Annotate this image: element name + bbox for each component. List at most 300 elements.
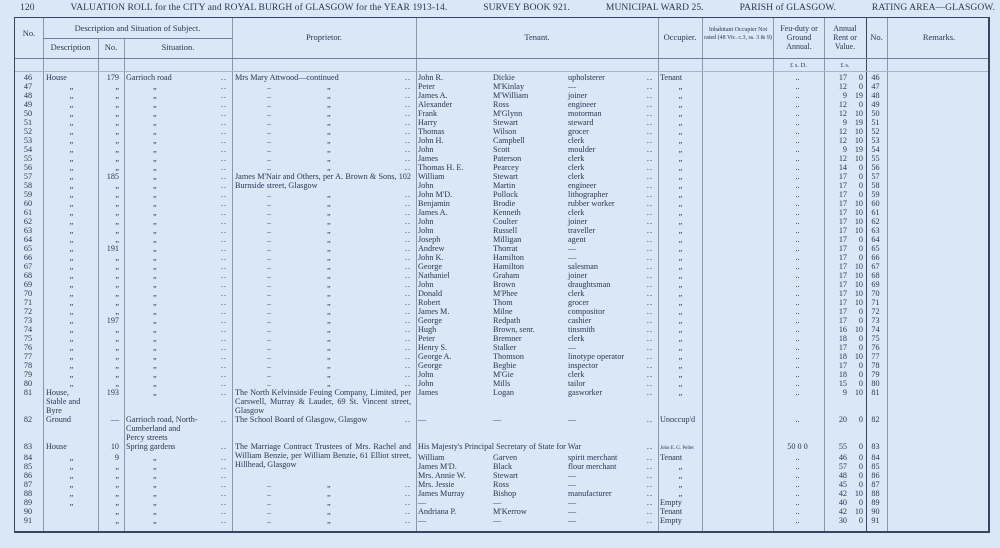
- rent-pounds: 17: [838, 316, 847, 325]
- rent-pounds: 42: [838, 489, 847, 498]
- tenant-first-name: Nathaniel: [418, 271, 450, 280]
- annual-rent: [823, 471, 865, 480]
- dot-leader: ..: [404, 298, 411, 307]
- situation: [123, 462, 231, 471]
- entry-number-right: 68: [871, 271, 880, 280]
- annual-rent: [823, 289, 865, 298]
- col-description-header: Description: [50, 42, 91, 52]
- table-row: [14, 235, 990, 244]
- remarks: [886, 226, 990, 235]
- entry-number: 46: [23, 73, 33, 82]
- proprietor-ditto: „: [327, 298, 331, 307]
- situation: [123, 471, 231, 480]
- entry-number: 49: [23, 100, 33, 109]
- proprietor-ditto: „: [327, 271, 331, 280]
- description: „: [69, 307, 74, 316]
- feu-duty: ..: [795, 235, 800, 244]
- dot-leader: ..: [404, 352, 411, 361]
- proprietor: [231, 73, 415, 82]
- remarks: [886, 480, 990, 489]
- table-row: [14, 127, 990, 136]
- situation: [123, 136, 231, 145]
- feu-duty: ..: [795, 82, 800, 91]
- occupier-text: „: [678, 280, 683, 289]
- description: „: [69, 280, 74, 289]
- entry-number: 80: [23, 379, 33, 388]
- inhabitant-occupier: [701, 91, 772, 100]
- dot-leader: ..: [646, 453, 653, 462]
- inhabitant-occupier: [701, 462, 772, 471]
- page-header: [20, 3, 995, 13]
- situation-text: „: [153, 352, 157, 361]
- occupier-text: „: [678, 217, 683, 226]
- rent-pounds: 17: [838, 253, 847, 262]
- entry-number: 91: [23, 516, 33, 525]
- dot-leader: ..: [220, 507, 227, 516]
- rent-pounds: 14: [838, 163, 847, 172]
- house-number: „: [115, 208, 119, 217]
- occupier: [657, 307, 701, 316]
- remarks: [886, 136, 990, 145]
- inhabitant-occupier: [701, 145, 772, 154]
- inhabitant-occupier: [701, 226, 772, 235]
- dot-leader: ..: [404, 118, 411, 127]
- annual-rent: [823, 298, 865, 307]
- proprietor-text: James M'Nair and Others, per A. Brown & Sons, 102 Burnside street, Glasgow: [235, 172, 411, 190]
- description: „: [69, 217, 74, 226]
- entry-number-right: 87: [871, 480, 880, 489]
- tenant-occupation: spirit merchant: [568, 453, 618, 462]
- annual-rent: [823, 235, 865, 244]
- remarks: [886, 370, 990, 379]
- inhabitant-occupier: [701, 244, 772, 253]
- entry-number-right: 57: [871, 172, 880, 181]
- entry-number-right: 51: [871, 118, 880, 127]
- page-number: 120: [20, 3, 35, 13]
- description: „: [69, 462, 74, 471]
- house-number: „: [115, 145, 119, 154]
- description: „: [69, 226, 74, 235]
- rent-pounds: 57: [838, 462, 847, 471]
- tenant-surname: Wilson: [493, 127, 517, 136]
- rent-shillings: 10: [854, 325, 863, 334]
- entry-number: 66: [23, 253, 33, 262]
- tenant-surname: Garven: [493, 453, 518, 462]
- entry-number-right: 85: [871, 462, 880, 471]
- rent-pounds: 40: [838, 498, 847, 507]
- occupier: [657, 442, 701, 453]
- house-number: „: [115, 471, 119, 480]
- proprietor: [231, 271, 415, 280]
- tenant-occupation: —: [568, 507, 577, 516]
- tenant-occupation: agent: [568, 235, 586, 244]
- proprietor: [231, 208, 415, 217]
- dot-leader: ..: [646, 118, 653, 127]
- tenant-surname: Scott: [493, 145, 510, 154]
- house-number: „: [115, 343, 119, 352]
- proprietor-text: The North Kelvinside Feuing Company, Limited, per Carswell, Murray & Lauder, 69 St. Vincent street, Glasgow: [235, 388, 411, 415]
- feu-duty: ..: [795, 289, 800, 298]
- rent-shillings: 0: [858, 253, 863, 262]
- tenant: [415, 289, 657, 298]
- situation-text: „: [153, 343, 157, 352]
- rent-pounds: 17: [838, 217, 847, 226]
- remarks: [886, 516, 990, 525]
- dot-leader: ..: [220, 199, 227, 208]
- table-row: [14, 226, 990, 235]
- tenant-occupation: —: [568, 415, 577, 424]
- feu-duty: ..: [795, 471, 800, 480]
- tenant-occupation: clerk: [568, 334, 585, 343]
- proprietor: [231, 163, 415, 172]
- dot-leader: ..: [220, 480, 227, 489]
- proprietor-ditto: „: [327, 208, 331, 217]
- situation-text: „: [153, 154, 157, 163]
- occupier: [657, 271, 701, 280]
- occupier: [657, 334, 701, 343]
- entry-number-right: 49: [871, 100, 880, 109]
- tenant-occupation: flour merchant: [568, 462, 617, 471]
- occupier: [657, 262, 701, 271]
- dot-leader: ..: [267, 480, 272, 489]
- dot-leader: ..: [646, 379, 653, 388]
- feu-duty: ..: [795, 516, 800, 525]
- annual-rent: [823, 271, 865, 280]
- dot-leader: ..: [267, 352, 272, 361]
- annual-rent: [823, 316, 865, 325]
- rent-pounds: 9: [842, 145, 847, 154]
- occupier: [657, 73, 701, 82]
- dot-leader: ..: [220, 154, 227, 163]
- situation-text: „: [153, 145, 157, 154]
- annual-rent: [823, 507, 865, 516]
- occupier-text: „: [678, 388, 683, 397]
- table-row: [14, 91, 990, 100]
- entry-number-right: 76: [871, 343, 880, 352]
- situation: [123, 498, 231, 507]
- situation: [123, 190, 231, 199]
- occupier-text: „: [678, 82, 683, 91]
- rent-pounds: 17: [838, 172, 847, 181]
- tenant-occupation: —: [568, 82, 577, 91]
- annual-rent: [823, 163, 865, 172]
- feu-duty: ..: [795, 172, 800, 181]
- dot-leader: ..: [646, 181, 653, 190]
- occupier-text: „: [678, 118, 683, 127]
- situation: [123, 127, 231, 136]
- tenant-surname: Kenneth: [493, 208, 521, 217]
- dot-leader: ..: [404, 244, 411, 253]
- inhabitant-occupier: [701, 118, 772, 127]
- dot-leader: ..: [267, 226, 272, 235]
- tenant: [415, 226, 657, 235]
- remarks: [886, 253, 990, 262]
- tenant: [415, 109, 657, 118]
- tenant: [415, 370, 657, 379]
- description: „: [69, 325, 74, 334]
- feu-duty: ..: [795, 480, 800, 489]
- tenant-occupation: —: [568, 253, 577, 262]
- dot-leader: ..: [404, 100, 411, 109]
- rent-shillings: 0: [858, 462, 863, 471]
- rent-shillings: 0: [858, 181, 863, 190]
- tenant: [415, 163, 657, 172]
- dot-leader: ..: [220, 172, 227, 181]
- dot-leader: ..: [646, 298, 653, 307]
- entry-number-right: 67: [871, 262, 880, 271]
- tenant: [415, 127, 657, 136]
- house-number: „: [115, 253, 119, 262]
- description: [42, 516, 97, 525]
- proprietor-ditto: „: [327, 253, 331, 262]
- dot-leader: ..: [267, 325, 272, 334]
- situation: [123, 316, 231, 325]
- dot-leader: ..: [220, 289, 227, 298]
- tenant-first-name: John: [418, 226, 434, 235]
- tenant-occupation: joiner: [568, 271, 588, 280]
- rent-shillings: 10: [854, 298, 863, 307]
- dot-leader: ..: [267, 343, 272, 352]
- description: „: [69, 91, 74, 100]
- tenant-surname: M'William: [493, 91, 529, 100]
- description: „: [69, 82, 74, 91]
- inhabitant-occupier: [701, 352, 772, 361]
- situation-text: „: [153, 172, 157, 181]
- dot-leader: ..: [646, 226, 653, 235]
- dot-leader: ..: [267, 262, 272, 271]
- annual-rent: [823, 82, 865, 91]
- tenant-surname: Russell: [493, 226, 518, 235]
- situation: [123, 370, 231, 379]
- dot-leader: ..: [220, 352, 227, 361]
- rent-pounds: 17: [838, 271, 847, 280]
- col-tenant-header: Tenant.: [524, 32, 550, 42]
- rent-pounds: 42: [838, 507, 847, 516]
- tenant: [415, 154, 657, 163]
- occupier: [657, 361, 701, 370]
- entry-number: 73: [23, 316, 33, 325]
- table-body: [14, 73, 990, 525]
- entry-number-right: 58: [871, 181, 880, 190]
- tenant-surname: Stalker: [493, 343, 517, 352]
- feu-duty: ..: [795, 271, 800, 280]
- inhabitant-occupier: [701, 271, 772, 280]
- situation: [123, 262, 231, 271]
- remarks: [886, 271, 990, 280]
- situation-text: „: [153, 462, 157, 471]
- situation-text: „: [153, 109, 157, 118]
- col-situation-header: Situation.: [161, 42, 195, 52]
- rent-shillings: 0: [858, 73, 863, 82]
- rent-pounds: 18: [838, 370, 847, 379]
- dot-leader: ..: [404, 316, 411, 325]
- proprietor-ditto: „: [327, 118, 331, 127]
- entry-number-right: 77: [871, 352, 880, 361]
- occupier-text: „: [678, 199, 683, 208]
- annual-rent: [823, 361, 865, 370]
- entry-number: 82: [23, 415, 33, 424]
- proprietor: [231, 480, 415, 489]
- occupier: [657, 145, 701, 154]
- dot-leader: ..: [646, 480, 653, 489]
- tenant-surname: —: [493, 415, 502, 424]
- rent-pounds: 17: [838, 226, 847, 235]
- rent-shillings: 10: [854, 280, 863, 289]
- occupier-text: „: [678, 154, 683, 163]
- remarks: [886, 352, 990, 361]
- municipal-ward: MUNICIPAL WARD 25.: [605, 3, 704, 13]
- table-row: [14, 471, 990, 480]
- annual-rent: [823, 190, 865, 199]
- dot-leader: ..: [646, 352, 653, 361]
- proprietor-ditto: „: [327, 352, 331, 361]
- dot-leader: ..: [220, 442, 227, 451]
- dot-leader: ..: [404, 109, 411, 118]
- occupier-text: „: [678, 462, 683, 471]
- dot-leader: ..: [267, 280, 272, 289]
- situation: [123, 235, 231, 244]
- situation-text: „: [153, 489, 157, 498]
- house-number: „: [115, 226, 119, 235]
- situation: [123, 145, 231, 154]
- dot-leader: ..: [220, 163, 227, 172]
- situation-text: „: [153, 262, 157, 271]
- tenant-surname: Pollock: [493, 190, 519, 199]
- rent-pounds: 17: [838, 190, 847, 199]
- description: „: [69, 244, 74, 253]
- rent-pounds: 12: [838, 127, 847, 136]
- dot-leader: ..: [220, 307, 227, 316]
- dot-leader: ..: [646, 208, 653, 217]
- description: „: [69, 489, 74, 498]
- situation: [123, 118, 231, 127]
- description: „: [69, 253, 74, 262]
- tenant-first-name: —: [418, 415, 427, 424]
- situation: [123, 388, 231, 415]
- remarks: [886, 145, 990, 154]
- house-number: „: [115, 199, 119, 208]
- proprietor: [231, 262, 415, 271]
- entry-number-right: 71: [871, 298, 880, 307]
- rent-shillings: 0: [858, 163, 863, 172]
- feu-duty: ..: [795, 181, 800, 190]
- house-number: „: [115, 136, 119, 145]
- tenant-surname: Hamilton: [493, 262, 524, 271]
- entry-number: 72: [23, 307, 33, 316]
- feu-duty: ..: [795, 226, 800, 235]
- dot-leader: ..: [267, 217, 272, 226]
- rent-shillings: 10: [854, 217, 863, 226]
- tenant-surname: Campbell: [493, 136, 525, 145]
- rent-shillings: 0: [858, 471, 863, 480]
- dot-leader: ..: [220, 462, 227, 471]
- entry-number: 69: [23, 280, 33, 289]
- occupier-text: „: [678, 489, 683, 498]
- annual-rent: [823, 516, 865, 525]
- remarks: [886, 163, 990, 172]
- tenant: [415, 136, 657, 145]
- occupier-text: „: [678, 127, 683, 136]
- house-number: „: [115, 271, 119, 280]
- dot-leader: ..: [404, 190, 411, 199]
- dot-leader: ..: [267, 118, 272, 127]
- occupier-text: „: [678, 471, 683, 480]
- rent-shillings: 10: [854, 199, 863, 208]
- dot-leader: ..: [267, 91, 272, 100]
- entry-number-right: 72: [871, 307, 880, 316]
- dot-leader: ..: [267, 507, 272, 516]
- situation-text: „: [153, 100, 157, 109]
- tenant-first-name: James: [418, 154, 439, 163]
- feu-duty: ..: [795, 415, 800, 424]
- proprietor: [231, 154, 415, 163]
- description: „: [69, 190, 74, 199]
- inhabitant-occupier: [701, 154, 772, 163]
- tenant: [415, 100, 657, 109]
- table-row: [14, 334, 990, 343]
- col-no2-header: No.: [870, 32, 883, 42]
- occupier: [657, 289, 701, 298]
- annual-rent: [823, 453, 865, 462]
- tenant: [415, 253, 657, 262]
- house-number: „: [115, 118, 119, 127]
- description: „: [69, 208, 74, 217]
- occupier-text: „: [678, 334, 683, 343]
- house-number: „: [115, 507, 119, 516]
- dot-leader: ..: [404, 208, 411, 217]
- entry-number: 59: [23, 190, 33, 199]
- dot-leader: ..: [220, 379, 227, 388]
- dot-leader: ..: [220, 415, 227, 424]
- occupier: [657, 316, 701, 325]
- tenant-surname: Redpath: [493, 316, 521, 325]
- dot-leader: ..: [404, 280, 411, 289]
- tenant-occupation: motorman: [568, 109, 602, 118]
- rent-pounds: 9: [842, 388, 847, 397]
- tenant-occupation: manufacturer: [568, 489, 612, 498]
- occupier: [657, 118, 701, 127]
- tenant: [415, 316, 657, 325]
- dot-leader: ..: [267, 199, 272, 208]
- rent-pounds: 46: [838, 453, 847, 462]
- dot-leader: ..: [646, 442, 653, 451]
- feu-duty: ..: [795, 498, 800, 507]
- inhabitant-occupier: [701, 453, 772, 462]
- tenant-surname: Ross: [493, 480, 509, 489]
- col-proprietor-header: Proprietor.: [305, 32, 343, 42]
- entry-number: 57: [23, 172, 33, 181]
- rent-pounds: 12: [838, 136, 847, 145]
- description: „: [69, 199, 74, 208]
- tenant-occupation: clerk: [568, 136, 585, 145]
- tenant-occupation: —: [568, 480, 577, 489]
- description: House, Stable and Byre: [46, 388, 81, 415]
- occupier: [657, 325, 701, 334]
- dot-leader: ..: [646, 100, 653, 109]
- rent-pounds: 15: [838, 379, 847, 388]
- situation: [123, 199, 231, 208]
- dot-leader: ..: [646, 316, 653, 325]
- dot-leader: ..: [404, 127, 411, 136]
- occupier-text: „: [678, 91, 683, 100]
- tenant: [415, 361, 657, 370]
- situation: [123, 307, 231, 316]
- tenant-occupation: moulder: [568, 145, 596, 154]
- entry-number: 55: [23, 154, 33, 163]
- tenant: [415, 244, 657, 253]
- tenant-first-name: James A.: [418, 208, 448, 217]
- table-row: [14, 244, 990, 253]
